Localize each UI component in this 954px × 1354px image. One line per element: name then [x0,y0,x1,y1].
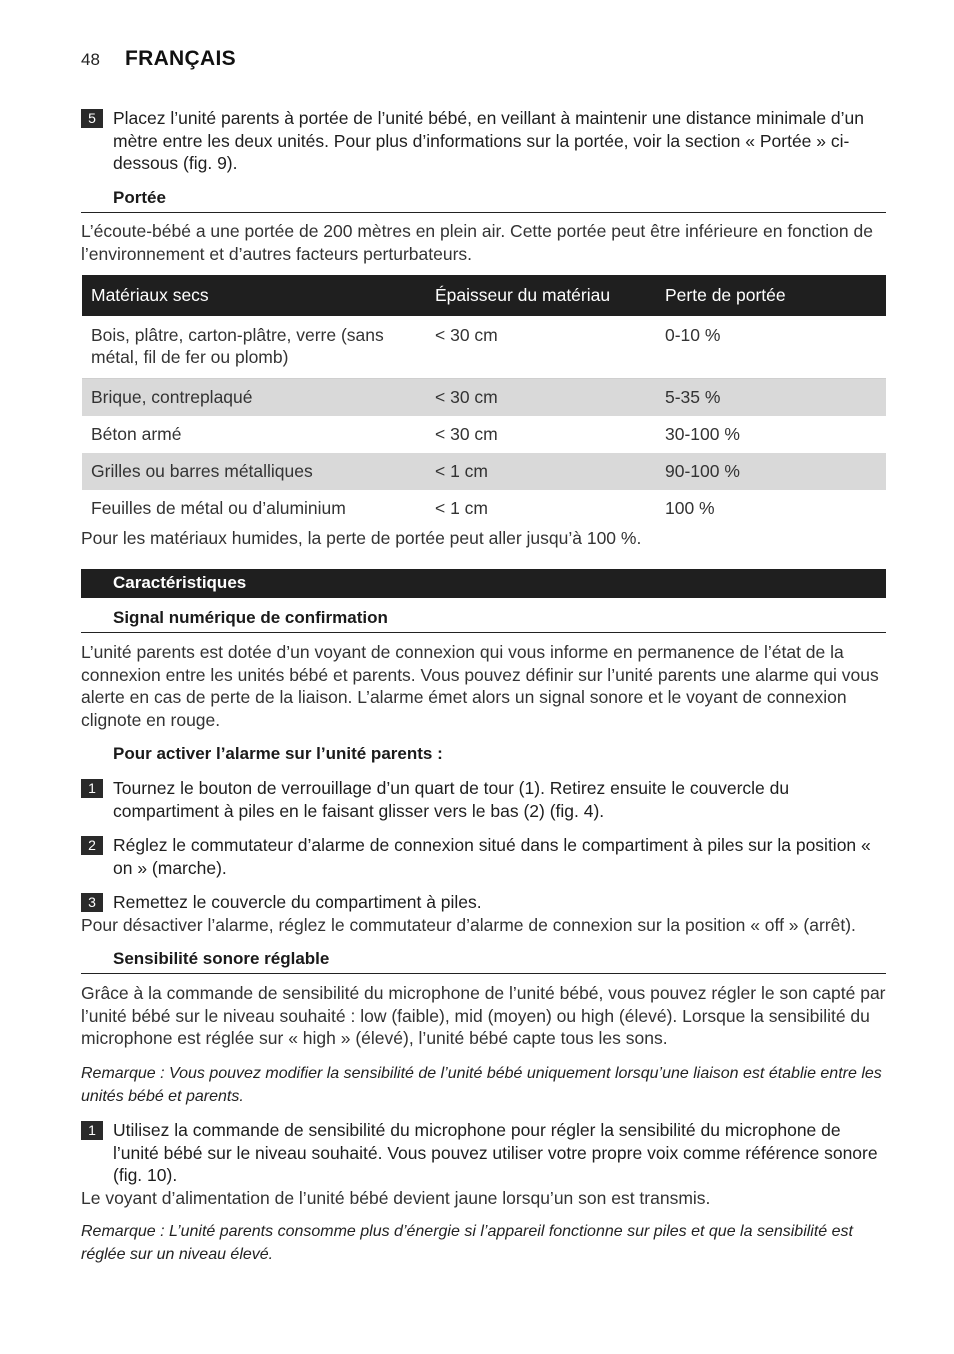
table-cell: Feuilles de métal ou d’aluminium [91,498,346,518]
table-cell: 5-35 % [656,379,886,417]
column-header: Perte de portée [656,275,886,316]
section-title: Sensibilité sonore réglable [113,949,330,968]
activate-step-1 [81,777,887,822]
table-cell: Brique, contreplaqué [82,379,426,417]
table-row [82,316,886,379]
range-table [82,275,886,527]
note-energy: Remarque : L’unité parents consomme plus d’énergie si l’appareil fonctionne sur piles et que la sensibilité est réglée sur un niveau élevé. [81,1223,853,1263]
humid-note: Pour les matériaux humides, la perte de portée peut aller jusqu’à 100 %. [81,528,642,548]
activate-step-2 [81,834,887,879]
table-cell: 0-10 % [656,316,886,379]
section-title: Caractéristiques [113,573,247,592]
section-title: Signal numérique de confirmation [113,608,388,627]
step-5 [81,107,887,175]
sensitivity-text: Grâce à la commande de sensibilité du microphone de l’unité bébé, vous pouvez régler le son capté par l’unité bébé sur le niveau souhaité : low (faible), mid (moyen) ou high (élevé). Lorsque la sensibilité du microphone est réglée sur « high » (élevé), l’unité bébé capte tous les sons. [81,983,886,1048]
step-text: Utilisez la commande de sensibilité du microphone pour régler la sensibilité du microphone de l’unité bébé sur le niveau souhaité. Vous pouvez utiliser votre propre voix comme référence sonore (fig. 10). [113,1120,878,1185]
led-text: Le voyant d’alimentation de l’unité bébé devient jaune lorsqu’un son est transmis. [81,1188,711,1208]
table-cell: 30-100 % [665,424,740,444]
signal-text: L’unité parents est dotée d’un voyant de connexion qui vous informe en permanence de l’état de la connexion entre les unités bébé et parents. Vous pouvez définir sur l’unité parents une alarme qui vous alerte en cas de perte de la liaison. L’alarme émet alors un signal sonore et le voyant de connexion clignote en rouge. [81,642,879,730]
activate-step-3 [81,891,887,914]
table-cell: Béton armé [91,424,182,444]
step-number-badge: 5 [81,109,103,128]
step-number-badge: 2 [81,836,103,855]
table-cell: < 1 cm [435,498,489,518]
deactivate-text: Pour désactiver l’alarme, réglez le commutateur d’alarme de connexion sur la position « off » (arrêt). [81,915,856,935]
table-header-row [82,275,886,316]
table-cell: < 30 cm [426,316,656,379]
table-cell: Bois, plâtre, carton-plâtre, verre (sans métal, fil de fer ou plomb) [82,316,426,379]
table-cell: Grilles ou barres métalliques [82,453,426,490]
column-header: Épaisseur du matériau [426,275,656,316]
table-cell: < 30 cm [435,424,498,444]
sensitivity-step-1 [81,1119,887,1187]
step-number-badge: 1 [81,779,103,798]
table-cell: 90-100 % [656,453,886,490]
page-number: 48 [81,50,100,69]
sensitivity-heading [81,947,886,974]
step-number-badge: 3 [81,893,103,912]
table-row [82,490,886,527]
note-liaison: Remarque : Vous pouvez modifier la sensibilité de l’unité bébé uniquement lorsqu’une liaison est établie entre les unités bébé et parents. [81,1065,882,1105]
language-heading: FRANÇAIS [125,47,236,70]
range-heading [81,186,886,213]
range-intro: L’écoute-bébé a une portée de 200 mètres en plein air. Cette portée peut être inférieure en fonction de l’environnement et d’autres facteurs perturbateurs. [81,221,873,264]
step-text: Placez l’unité parents à portée de l’unité bébé, en veillant à maintenir une distance minimale d’un mètre entre les deux unités. Pour plus d’informations sur la portée, voir la section « Portée » ci-dessous (fig. 9). [113,108,865,173]
activate-heading: Pour activer l’alarme sur l’unité parents : [113,744,443,763]
features-band [81,569,886,598]
step-text: Tournez le bouton de verrouillage d’un quart de tour (1). Retirez ensuite le couvercle du compartiment à piles en le faisant glisser vers le bas (2) (fig. 4). [113,778,790,821]
signal-heading [81,606,886,633]
step-text: Réglez le commutateur d’alarme de connexion situé dans le compartiment à piles sur la position « on » (marche). [113,835,871,878]
table-cell: < 1 cm [426,453,656,490]
table-row [82,453,886,490]
step-text: Remettez le couvercle du compartiment à piles. [113,892,482,912]
table-row [82,416,886,453]
table-cell: 100 % [665,498,715,518]
step-number-badge: 1 [81,1121,103,1140]
column-header: Matériaux secs [82,275,426,316]
table-cell: < 30 cm [426,379,656,417]
table-row [82,379,886,417]
section-title: Portée [113,188,166,207]
